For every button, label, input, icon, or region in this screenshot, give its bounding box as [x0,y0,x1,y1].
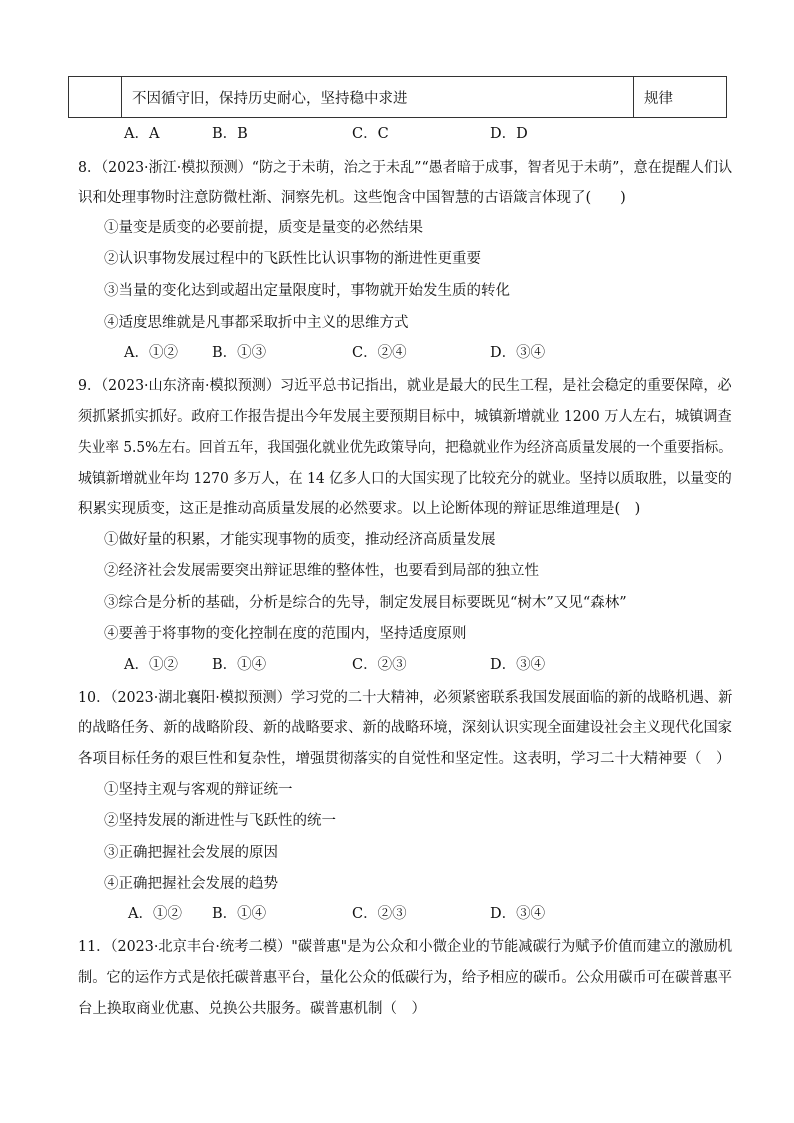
q10-line-2: 的战略任务、新的战略阶段、新的战略要求、新的战略环境，深刻认识实现全面建设社会主义现代化国家 [78,720,732,736]
q9-item-3: ③综合是分析的基础，分析是综合的先导，制定发展目标要既见“树木”又见“森林” [104,595,627,611]
q9-item-1: ①做好量的积累，才能实现事物的质变，推动经济高质量发展 [104,532,496,548]
option-c: C．C [352,126,389,142]
q8-item-3: ③当量的变化达到或超出定量限度时，事物就开始发生质的转化 [104,283,510,299]
table-cell-content: 不因循守旧，保持历史耐心，坚持稳中求进 [122,77,634,118]
q10-item-1: ①坚持主观与客观的辩证统一 [104,782,293,798]
q10-line-1: 10．（2023·湖北襄阳·模拟预测）学习党的二十大精神，必须紧密联系我国发展面临的新的战略机遇、新 [78,690,733,706]
option-b: B．B [212,126,248,142]
option-d: D．D [490,126,528,142]
option-d: D．③④ [490,345,546,361]
option-b: B．①③ [212,345,267,361]
q11-line-2: 制。它的运作方式是依托碳普惠平台，量化公众的低碳行为，给予相应的碳币。公众用碳币可在碳普惠平 [78,970,732,986]
q8-line-1: 8．（2023·浙江·模拟预测）“防之于未萌，治之于未乱”“愚者暗于成事，智者见于未萌”，意在提醒人们认 [78,160,733,176]
q8-options [124,342,724,364]
q11-line-1: 11．（2023·北京丰台·统考二模）"碳普惠"是为公众和小微企业的节能减碳行为赋予价值而建立的激励机 [78,939,733,955]
option-a: A．A [124,126,160,142]
answer-table [68,76,727,118]
q10-item-3: ③正确把握社会发展的原因 [104,845,278,861]
option-a: A．①② [124,657,178,673]
q10-line-3: 各项目标任务的艰巨性和复杂性，增强贯彻落实的自觉性和坚定性。这表明，学习二十大精神要（ ） [78,751,731,767]
q11-line-3: 台上换取商业优惠、兑换公共服务。碳普惠机制（ ） [78,1001,426,1017]
option-c: C．②④ [352,345,407,361]
q8-item-1: ①量变是质变的必要前提，质变是量变的必然结果 [104,220,423,236]
option-b: B．①④ [212,657,267,673]
table-cell-label: 规律 [634,77,727,118]
q9-item-2: ②经济社会发展需要突出辩证思维的整体性，也要看到局部的独立性 [104,563,539,579]
q8-item-2: ②认识事物发展过程中的飞跃性比认识事物的渐进性更重要 [104,251,481,267]
q10-item-2: ②坚持发展的渐进性与飞跃性的统一 [104,813,336,829]
q8-line-2: 识和处理事物时注意防微杜渐、洞察先机。这些饱含中国智慧的古语箴言体现了( ) [78,190,626,206]
q10-item-4: ④正确把握社会发展的趋势 [104,876,278,892]
option-b: B．①④ [212,906,267,922]
option-a: A．①② [128,906,182,922]
q10-options [128,903,728,925]
q9-line-1: 9．（2023·山东济南·模拟预测）习近平总书记指出，就业是最大的民生工程，是社会稳定的重要保障，必 [78,378,732,394]
q9-line-5: 积累实现质变，这正是推动高质量发展的必然要求。以上论断体现的辩证思维道理是( ) [78,501,641,517]
q9-line-2: 须抓紧抓实抓好。政府工作报告提出今年发展主要预期目标中，城镇新增就业 1200 万人左右，城镇调查 [78,409,732,425]
q9-line-4: 城镇新增就业年均 1270 多万人，在 14 亿多人口的大国实现了比较充分的就业。坚持以质取胜，以量变的 [78,471,732,487]
table-cell-empty [69,77,122,118]
q9-line-3: 失业率 5.5%左右。回首五年，我国强化就业优先政策导向，把稳就业作为经济高质量发展的一个重要指标。 [78,440,732,456]
table-row [69,77,727,118]
q8-item-4: ④适度思维就是凡事都采取折中主义的思维方式 [104,315,409,331]
option-d: D．③④ [490,657,546,673]
option-c: C．②③ [352,657,407,673]
q9-item-4: ④要善于将事物的变化控制在度的范围内，坚持适度原则 [104,626,467,642]
option-a: A．①② [124,345,178,361]
q7-options [124,123,724,145]
q9-options [124,654,724,676]
option-c: C．②③ [352,906,407,922]
option-d: D．③④ [490,906,546,922]
